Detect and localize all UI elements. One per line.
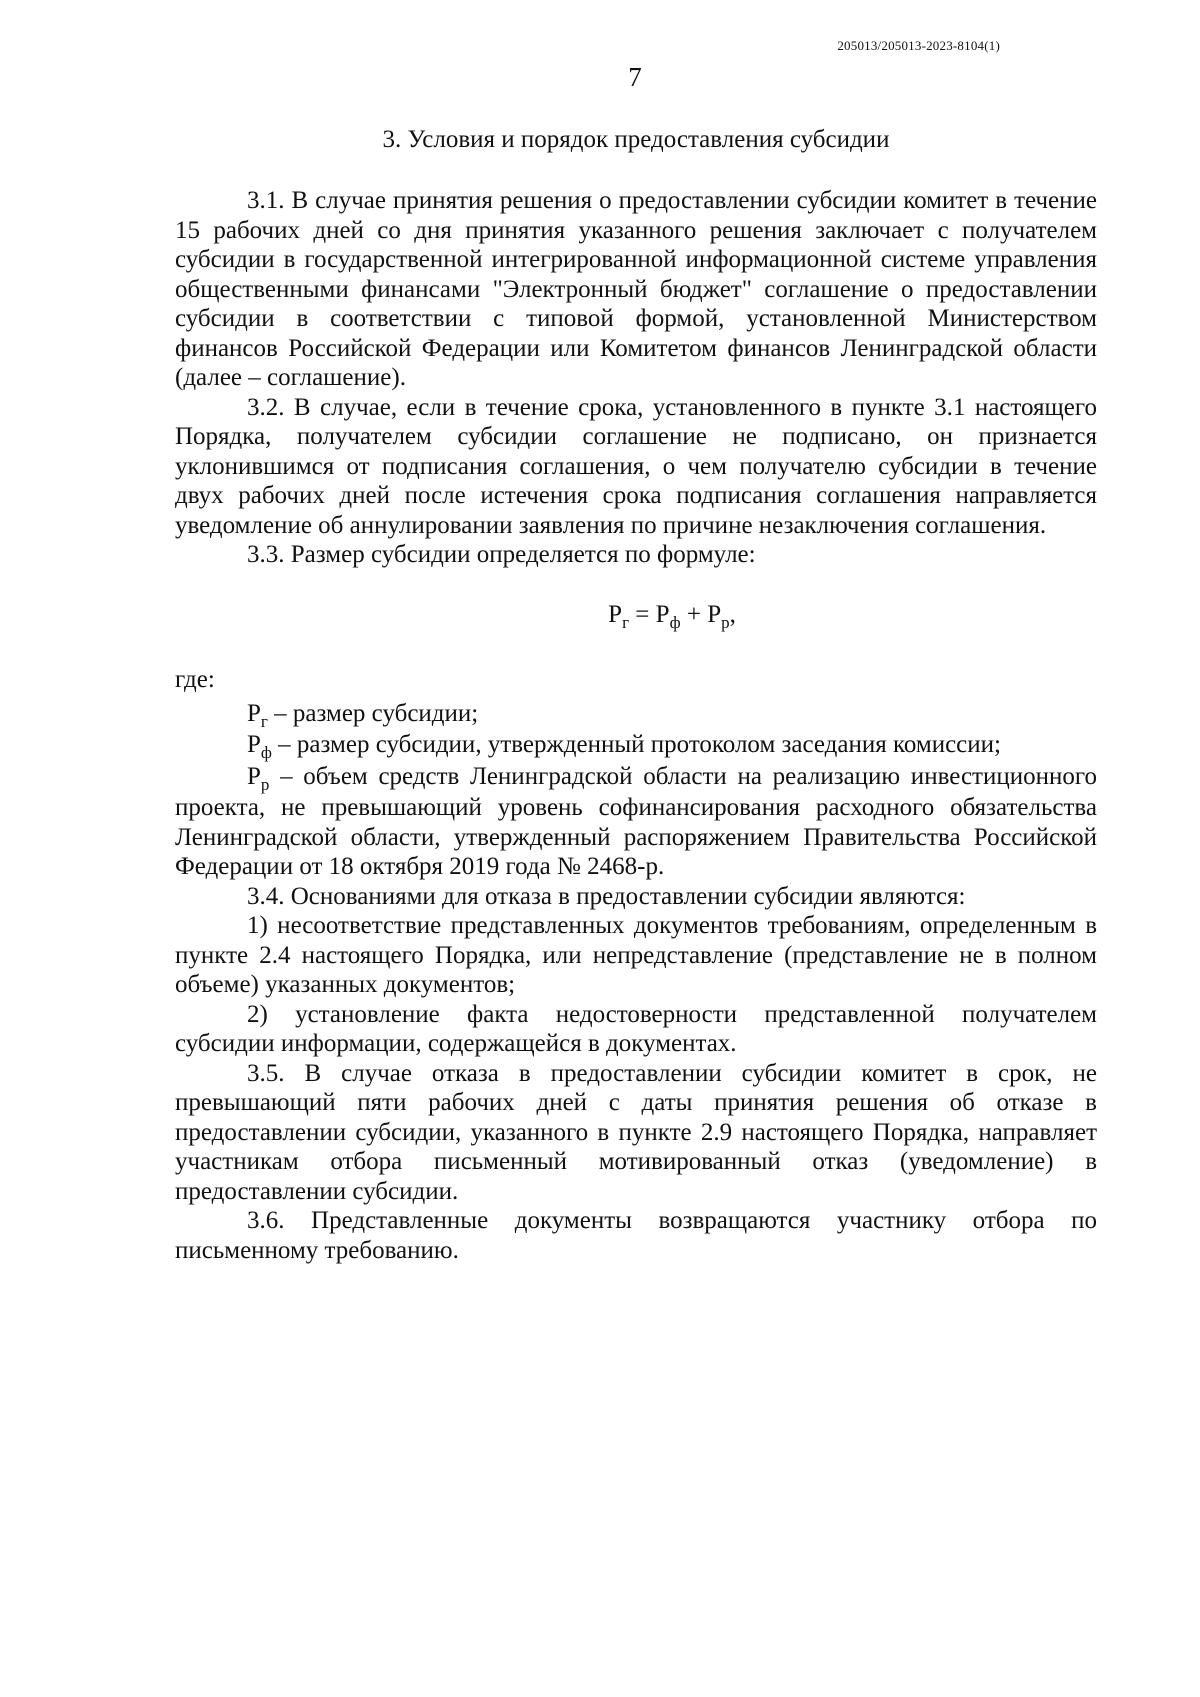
subsidy-formula	[175, 600, 1097, 632]
definition-pg	[175, 699, 1097, 731]
formula-term2-symbol: Р	[707, 600, 722, 628]
page-number: 7	[628, 62, 642, 92]
definition-pr	[175, 762, 1097, 882]
paragraph-3-4-item-1: 1) несоответствие представленных документов требованиям, определенным в пункте 2.4 настоящего Порядка, или непредставление (представление не в полном объеме) указанных документов;	[175, 912, 1097, 998]
paragraph-3-3: 3.3. Размер субсидии определяется по формуле:	[247, 541, 756, 568]
formula-tail: ,	[729, 600, 736, 628]
formula-term1-symbol: Р	[655, 600, 670, 628]
paragraph-3-6: 3.6. Представленные документы возвращаются участнику отбора по письменному требованию.	[175, 1207, 1097, 1264]
formula-term1-subscript: ф	[669, 612, 681, 632]
definition-pr-text: – объем средств Ленинградской области на реализацию инвестиционного проекта, не превышающий уровень софинансирования расходного обязательства Ленинградской области, утвержденный распоряжением Правительства Российской Федерации от 18 октября 2019 года № 2468-р.	[175, 762, 1097, 880]
definition-pf-text: – размер субсидии, утвержденный протоколом заседания комиссии;	[271, 731, 1001, 758]
definition-pf-subscript: ф	[260, 743, 272, 762]
definition-pr-symbol	[247, 762, 270, 794]
paragraph-3-1: 3.1. В случае принятия решения о предоставлении субсидии комитет в течение 15 рабочих дней со дня принятия указанного решения заключает с получателем субсидии в государственной интегрированной информационной системе управления общественными финансами "Электронный бюджет" соглашение о предоставлении субсидии в соответствии с типовой формой, установленной Министерством финансов Российской Федерации или Комитетом финансов Ленинградской области (далее – соглашение).	[175, 187, 1097, 391]
formula-equals: =	[629, 600, 656, 628]
definition-pf	[175, 730, 1097, 762]
document-registration-number: 205013/205013-2023-8104(1)	[837, 38, 1000, 53]
document-body	[175, 186, 1097, 1265]
definition-pg-symbol	[247, 699, 268, 731]
paragraph-3-4: 3.4. Основаниями для отказа в предоставлении субсидии являются:	[247, 882, 966, 910]
definition-pf-symbol	[247, 731, 272, 762]
paragraph-3-4-item-2: 2) установление факта недостоверности представленной получателем субсидии информации, содержащейся в документах.	[175, 1000, 1097, 1057]
formula-plus: +	[680, 600, 708, 628]
definition-pg-subscript: г	[260, 711, 268, 731]
definition-pg-text: – размер субсидии;	[267, 699, 479, 727]
definition-pg-base: Р	[247, 699, 261, 727]
definition-pf-base: Р	[247, 731, 261, 758]
definition-pr-subscript: р	[260, 774, 270, 794]
formula-term2-subscript: р	[721, 612, 730, 632]
paragraph-3-2: 3.2. В случае, если в течение срока, установленного в пункте 3.1 настоящего Порядка, получателем субсидии соглашение не подписано, он признается уклонившимся от подписания соглашения, о чем получателю субсидии в течение двух рабочих дней после истечения срока подписания соглашения направляется уведомление об аннулировании заявления по причине незаключения соглашения.	[175, 393, 1097, 539]
formula-lhs-symbol: Р	[608, 600, 623, 628]
section-title: 3. Условия и порядок предоставления субсидии	[382, 126, 890, 153]
paragraph-3-5: 3.5. В случае отказа в предоставлении субсидии комитет в срок, не превышающий пяти рабочих дней с даты принятия решения об отказе в предоставлении субсидии, указанного в пункте 2.9 настоящего Порядка, направляет участникам отбора письменный мотивированный отказ (уведомление) в предоставлении субсидии.	[175, 1059, 1097, 1205]
definition-pr-base: Р	[247, 762, 261, 790]
where-label: где:	[175, 666, 215, 693]
formula-lhs-subscript: г	[622, 612, 630, 632]
